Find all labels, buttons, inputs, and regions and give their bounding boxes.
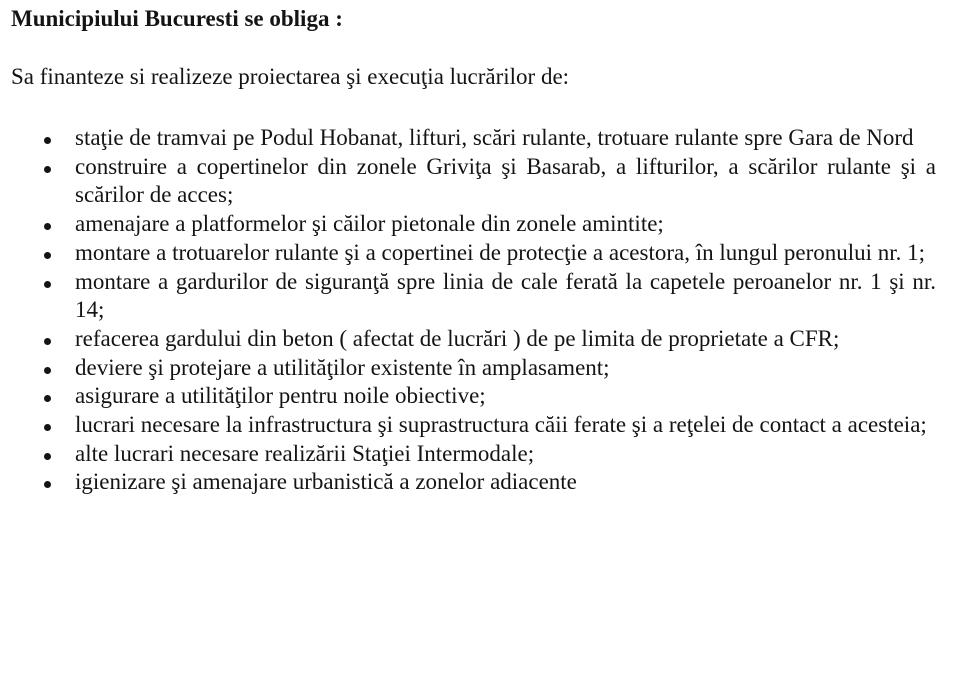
obligations-list xyxy=(0,124,966,497)
list-item-text: deviere şi protejare a utilităţilor existente în amplasament; xyxy=(75,354,610,380)
list-item xyxy=(0,153,936,210)
list-item-text: refacerea gardului din beton ( afectat de lucrări ) de pe limita de proprietate a CFR; xyxy=(75,325,840,351)
list-item-text: staţie de tramvai pe Podul Hobanat, lifturi, scări rulante, trotuare rulante spre Gara de Nord xyxy=(75,125,914,150)
bullet-icon xyxy=(44,281,51,288)
list-item xyxy=(0,239,936,268)
bullet-icon xyxy=(44,166,51,173)
list-item xyxy=(0,268,936,325)
bullet-icon xyxy=(44,367,51,374)
list-item xyxy=(0,124,936,153)
list-item-text: montare a gardurilor de siguranţă spre linia de cale ferată la capetele peroanelor nr. 1 şi nr. 14; xyxy=(75,268,936,323)
bullet-icon xyxy=(44,223,51,230)
list-item-text: igienizare şi amenajare urbanistică a zonelor adiacente xyxy=(75,469,577,495)
list-item-text: amenajare a platformelor şi căilor pietonale din zonele amintite; xyxy=(75,211,664,237)
list-item xyxy=(0,354,936,383)
bullet-icon xyxy=(44,252,51,259)
document-intro: Sa finanteze si realizeze proiectarea şi execuţia lucrărilor de: xyxy=(11,64,570,89)
list-item-text: alte lucrari necesare realizării Staţiei Intermodale; xyxy=(75,440,535,466)
bullet-icon xyxy=(44,453,51,460)
bullet-icon xyxy=(44,481,51,488)
bullet-icon xyxy=(44,137,51,144)
bullet-icon xyxy=(44,424,51,431)
list-item xyxy=(0,325,936,354)
list-item-text: montare a trotuarelor rulante şi a copertinei de protecţie a acestora, în lungul peronului nr. 1; xyxy=(75,239,926,265)
list-item xyxy=(0,468,936,497)
list-item-text: construire a copertinelor din zonele Griviţa şi Basarab, a lifturilor, a scărilor rulante şi a scărilor de acces; xyxy=(75,153,936,208)
list-item-text: asigurare a utilităţilor pentru noile obiective; xyxy=(75,383,486,409)
bullet-icon xyxy=(44,338,51,345)
list-item-text: lucrari necesare la infrastructura şi suprastructura căii ferate şi a reţelei de contact a acesteia; xyxy=(75,412,927,438)
bullet-icon xyxy=(44,395,51,402)
document-heading: Municipiului Bucuresti se obliga : xyxy=(11,6,343,31)
list-item xyxy=(0,440,936,469)
list-item xyxy=(0,382,936,411)
list-item xyxy=(0,411,936,440)
list-item xyxy=(0,210,936,239)
